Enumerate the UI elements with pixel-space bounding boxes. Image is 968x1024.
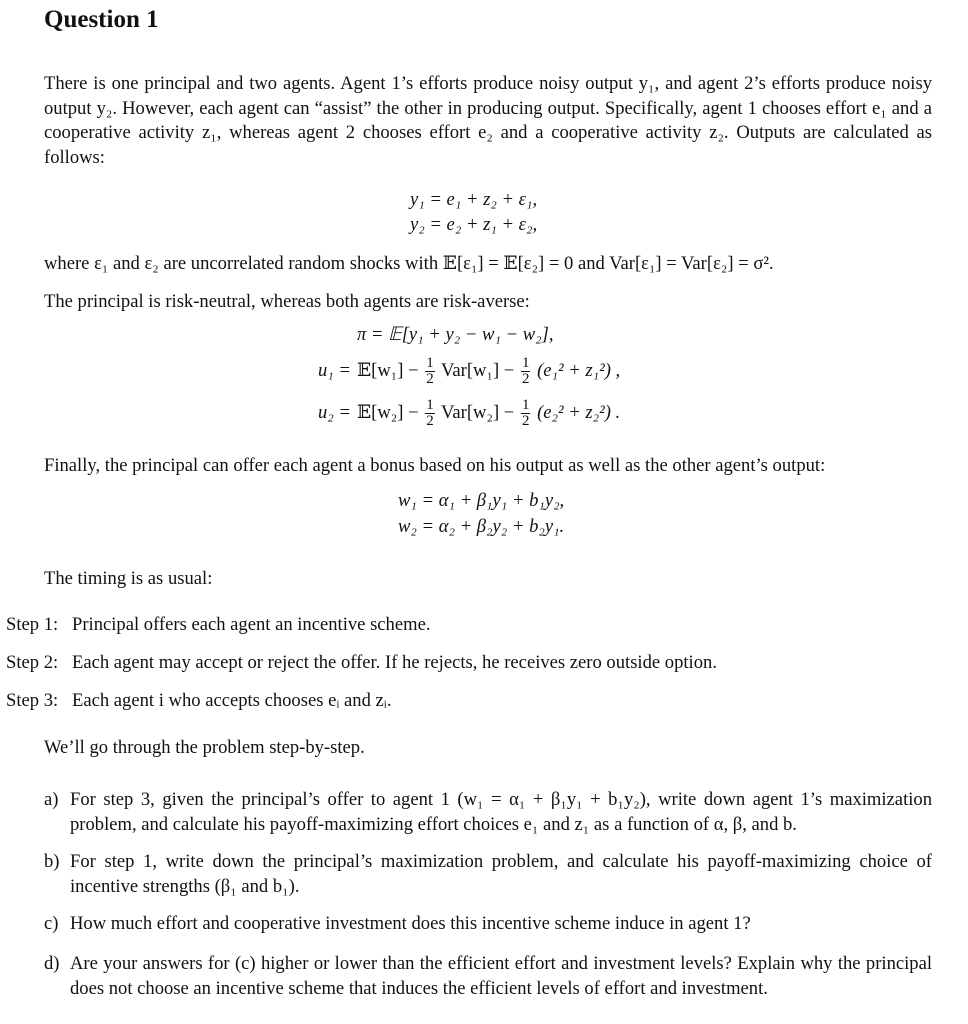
question-item-a (44, 787, 932, 837)
intro-paragraph: There is one principal and two agents. Agent 1’s efforts produce noisy output y₁, and agent 2’s efforts produce noisy output y₂. However, each agent can “assist” the other in producing output. Specifically, agent 1 chooses effort e₁ and a cooperative activity z₁, whereas agent 2 chooses effort e₂ and a cooperative activity z₂. Outputs are calculated as follows: (44, 73, 932, 168)
item-text: For step 3, given the principal’s offer to agent 1 (w₁ = α₁ + β₁y₁ + b₁y₂), write down agent 1’s maximization problem, and calculate his payoff-maximizing effort choices e₁ and z₁ as a function of α, β, and b. (70, 789, 932, 835)
fraction-half: $\frac{1}{2}$ (521, 354, 530, 387)
risk-paragraph: The principal is risk-neutral, whereas both agents are risk-averse: (44, 291, 530, 312)
item-text: For step 1, write down the principal’s maximization problem, and calculate his payoff-maximizing choice of incentive strengths (β₁ and b₁). (70, 851, 932, 897)
fraction-half: $\frac{1}{2}$ (426, 354, 434, 387)
output-equation-1: y₁ = e₁ + z₂ + ε₁, (410, 189, 538, 210)
step-label: Step 1: (6, 614, 59, 635)
agent2-utility-lhs: u₂ = (318, 402, 351, 423)
fraction-half: $\frac{1}{2}$ (521, 396, 530, 429)
question-item-b (44, 849, 932, 899)
step-item (6, 614, 430, 636)
agent2-expected-wage: 𝔼[w₂] − (356, 401, 419, 423)
agent1-cost-term: (e₁² + z₁²) , (537, 359, 621, 381)
item-label: a) (44, 789, 59, 810)
item-text: How much effort and cooperative investment does this incentive scheme induce in agent 1? (70, 913, 751, 934)
fraction-half: $\frac{1}{2}$ (426, 396, 434, 429)
question-item-c (44, 911, 932, 936)
agent2-cost-term: (e₂² + z₂²) . (537, 401, 621, 423)
step-text: Principal offers each agent an incentive scheme. (72, 614, 431, 635)
question-title: Question 1 (44, 6, 159, 33)
shocks-paragraph: where ε₁ and ε₂ are uncorrelated random shocks with 𝔼[ε₁] = 𝔼[ε₂] = 0 and Var[ε₁] = Var[ε₂] = σ². (44, 253, 774, 274)
item-label: c) (44, 913, 59, 934)
item-label: d) (44, 953, 60, 974)
wage-equation-1: w₁ = α₁ + β₁y₁ + b₁y₂, (398, 490, 565, 511)
step-label: Step 3: (6, 690, 59, 711)
agent1-utility-lhs: u₁ = (318, 360, 351, 381)
bonus-paragraph: Finally, the principal can offer each agent a bonus based on his output as well as the other agent’s output: (44, 455, 826, 476)
principal-payoff-equation: π = 𝔼[y₁ + y₂ − w₁ − w₂], (356, 324, 554, 345)
payoff-equations (318, 320, 620, 434)
question-item-d (44, 951, 932, 1001)
wage-equation-2: w₂ = α₂ + β₂y₂ + b₂y₁. (398, 516, 565, 537)
step-item (6, 690, 391, 712)
item-text: Are your answers for (c) higher or lower than the efficient effort and investment levels? Explain why the principal does not choose an incentive scheme that induces the efficient levels of effort and investment. (70, 953, 932, 999)
item-label: b) (44, 851, 60, 872)
walkthrough-paragraph: We’ll go through the problem step-by-step. (44, 737, 365, 758)
step-text: Each agent may accept or reject the offer. If he rejects, he receives zero outside option. (72, 652, 717, 673)
step-item (6, 652, 717, 674)
output-equation-2: y₂ = e₂ + z₁ + ε₂, (410, 214, 538, 235)
agent1-variance-term: Var[w₁] − (441, 359, 515, 381)
agent2-variance-term: Var[w₂] − (441, 401, 515, 423)
timing-paragraph: The timing is as usual: (44, 568, 213, 589)
agent1-expected-wage: 𝔼[w₁] − (356, 359, 419, 381)
step-text: Each agent i who accepts chooses eᵢ and zᵢ. (72, 690, 392, 711)
step-label: Step 2: (6, 652, 59, 673)
